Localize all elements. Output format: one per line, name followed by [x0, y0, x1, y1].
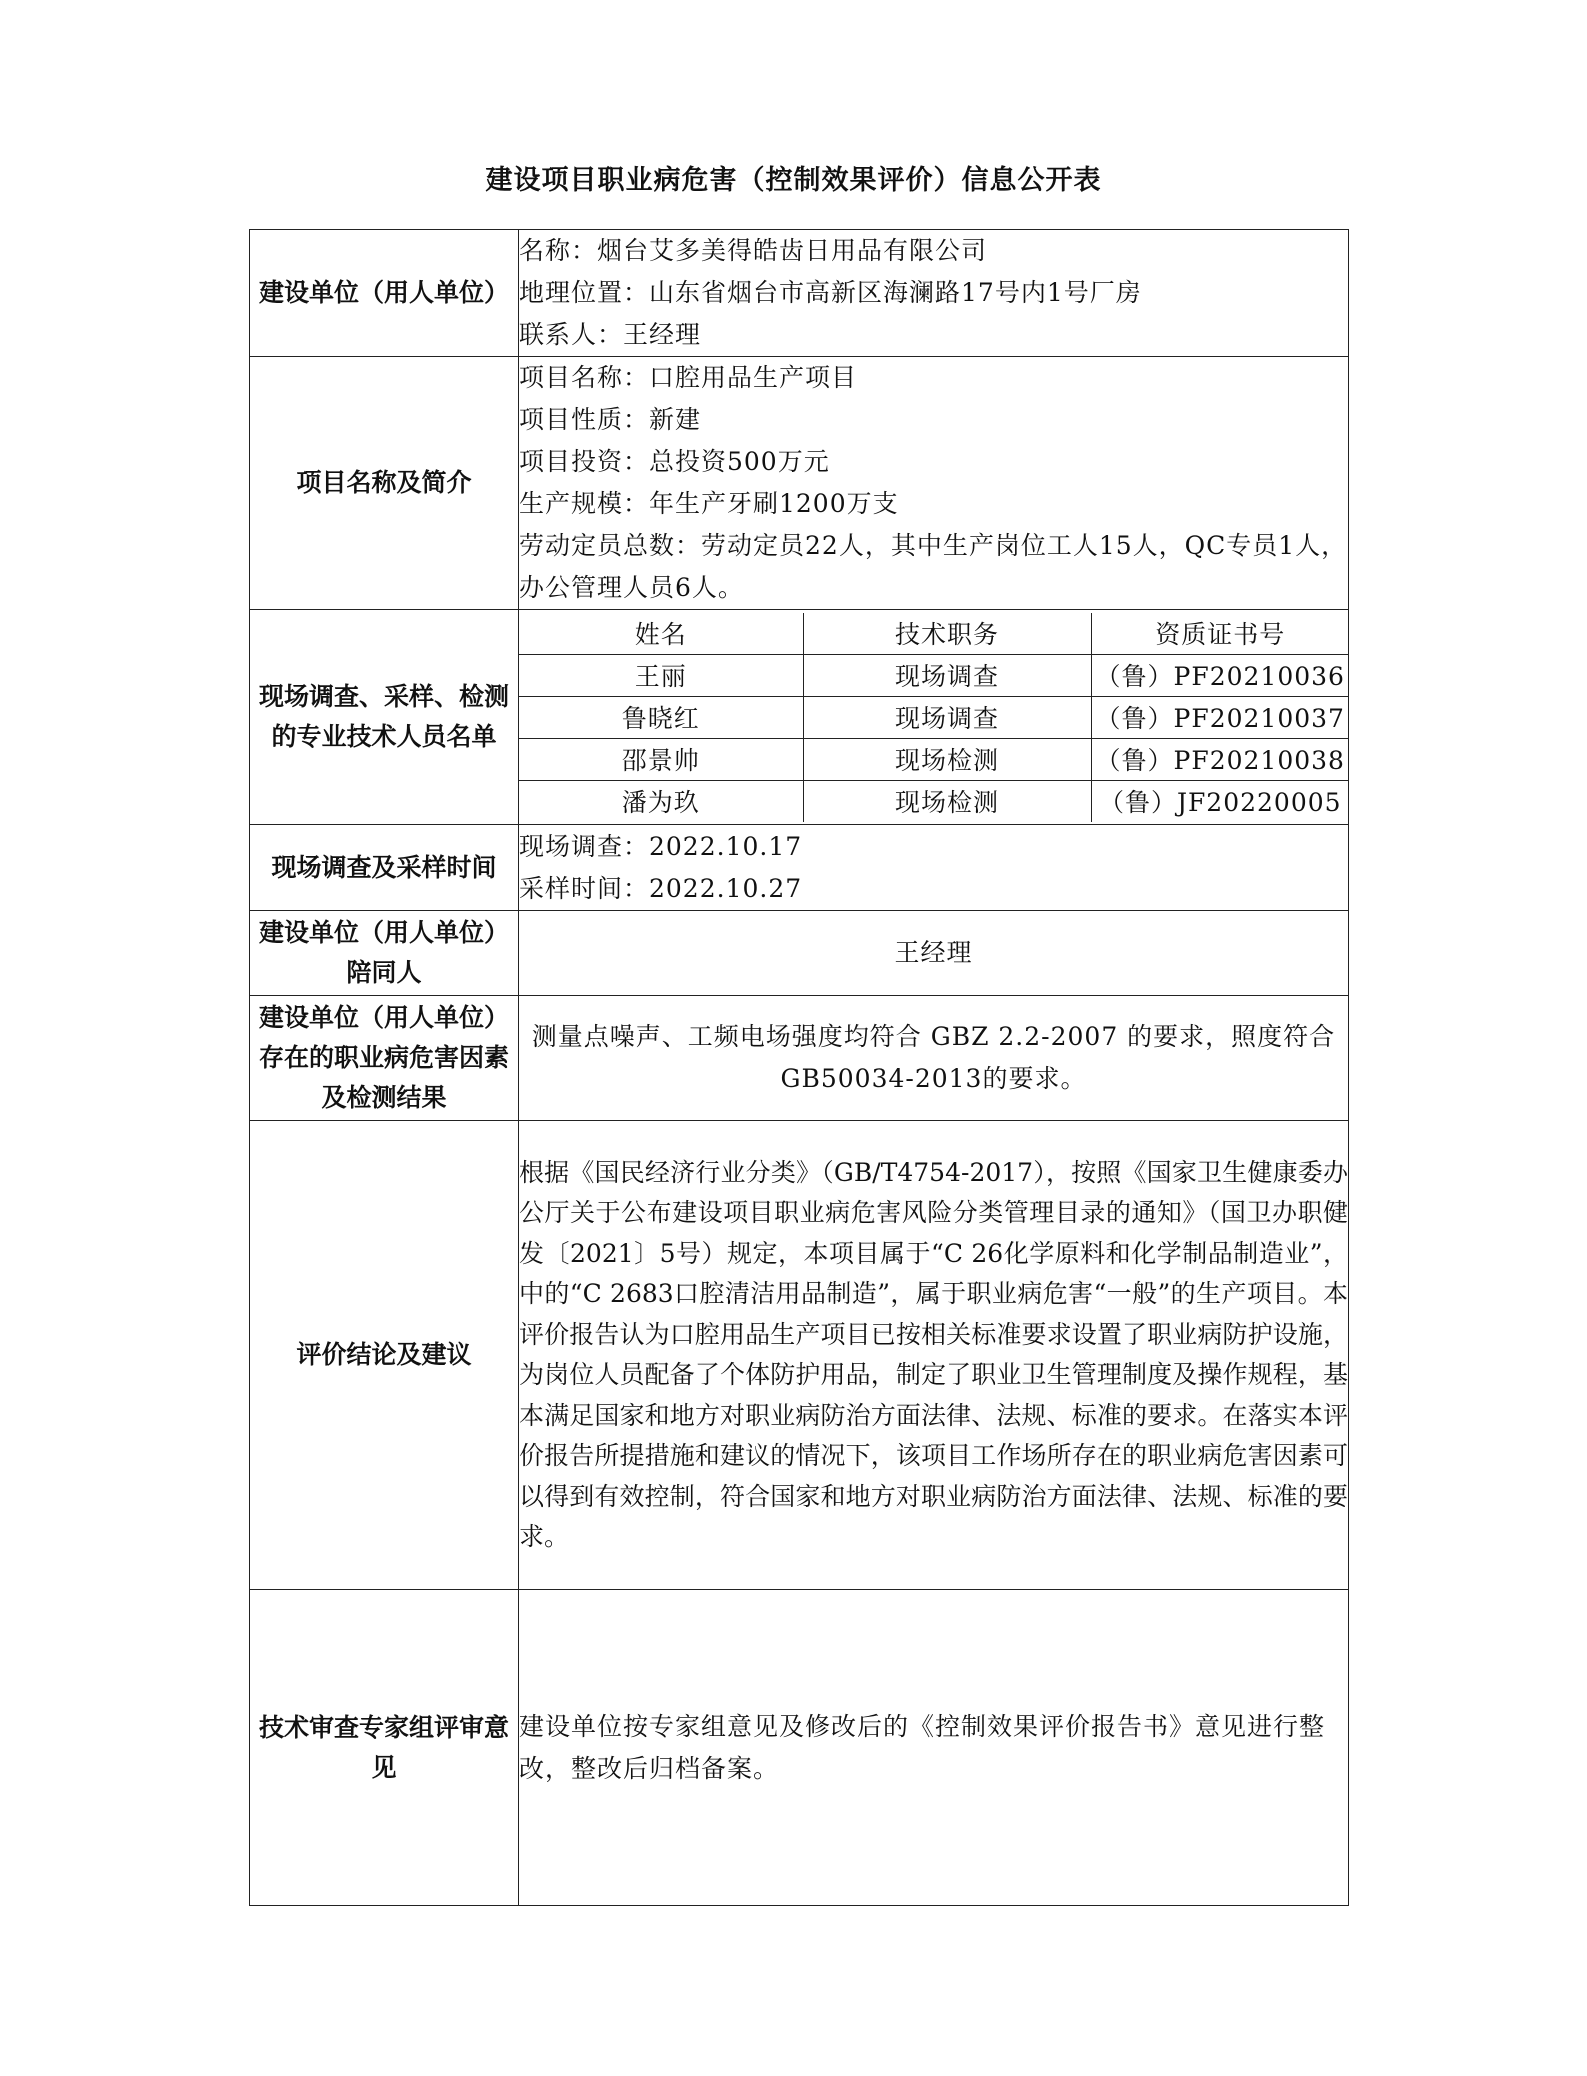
staff-name: 邵景帅	[519, 738, 803, 780]
unit-contact: 联系人：王经理	[519, 320, 702, 349]
staff-header-cert: 资质证书号	[1091, 613, 1349, 655]
row-staff	[250, 610, 1349, 825]
label-companion: 建设单位（用人单位）陪同人	[250, 911, 519, 996]
staff-cell	[519, 610, 1349, 825]
label-project: 项目名称及简介	[250, 357, 519, 610]
unit-info	[519, 230, 1349, 357]
staff-role: 现场检测	[803, 780, 1091, 822]
row-review	[250, 1590, 1349, 1906]
staff-role: 现场检测	[803, 738, 1091, 780]
staff-row	[519, 780, 1349, 822]
staff-header-name: 姓名	[519, 613, 803, 655]
label-conclusion: 评价结论及建议	[250, 1121, 519, 1590]
row-companion	[250, 911, 1349, 996]
conclusion-value: 根据《国民经济行业分类》（GB/T4754-2017），按照《国家卫生健康委办公厅关于公布建设项目职业病危害风险分类管理目录的通知》（国卫办职健发〔2021〕5号）规定，本项目属于“C 26化学原料和化学制品制造业”，中的“C 2683口腔清洁用品制造”，属于职业病危害“一般”的生产项目。本评价报告认为口腔用品生产项目已按相关标准要求设置了职业病防护设施，为岗位人员配备了个体防护用品，制定了职业卫生管理制度及操作规程，基本满足国家和地方对职业病防治方面法律、法规、标准的要求。在落实本评价报告所提措施和建议的情况下，该项目工作场所存在的职业病危害因素可以得到有效控制，符合国家和地方对职业病防治方面法律、法规、标准的要求。	[519, 1121, 1349, 1590]
staff-cert: （鲁）JF20220005	[1091, 780, 1349, 822]
row-hazards	[250, 996, 1349, 1121]
survey-date: 现场调查：2022.10.17	[519, 831, 803, 861]
staff-cert: （鲁）PF20210038	[1091, 738, 1349, 780]
staff-role: 现场调查	[803, 654, 1091, 696]
info-table	[249, 229, 1349, 1906]
staff-cert: （鲁）PF20210036	[1091, 654, 1349, 696]
project-info	[519, 357, 1349, 610]
staff-table	[519, 613, 1349, 822]
time-info	[519, 825, 1349, 911]
project-scale: 生产规模：年生产牙刷1200万支	[519, 489, 899, 518]
label-unit: 建设单位（用人单位）	[250, 230, 519, 357]
unit-name: 名称：烟台艾多美得皓齿日用品有限公司	[519, 236, 988, 265]
project-nature: 项目性质：新建	[519, 405, 702, 434]
row-project	[250, 357, 1349, 610]
staff-role: 现场调查	[803, 696, 1091, 738]
companion-value: 王经理	[519, 911, 1349, 996]
label-review: 技术审查专家组评审意见	[250, 1590, 519, 1906]
staff-row	[519, 696, 1349, 738]
review-value: 建设单位按专家组意见及修改后的《控制效果评价报告书》意见进行整改，整改后归档备案。	[519, 1590, 1349, 1906]
row-time	[250, 825, 1349, 911]
staff-row	[519, 654, 1349, 696]
project-staffing: 劳动定员总数：劳动定员22人，其中生产岗位工人15人，QC专员1人，办公管理人员6人。	[519, 531, 1348, 602]
staff-name: 王丽	[519, 654, 803, 696]
page-title: 建设项目职业病危害（控制效果评价）信息公开表	[485, 165, 1102, 196]
staff-name: 潘为玖	[519, 780, 803, 822]
staff-header-role: 技术职务	[803, 613, 1091, 655]
project-name: 项目名称：口腔用品生产项目	[519, 363, 858, 392]
staff-name: 鲁晓红	[519, 696, 803, 738]
hazards-value: 测量点噪声、工频电场强度均符合 GBZ 2.2-2007 的要求，照度符合GB50034-2013的要求。	[519, 996, 1349, 1121]
label-time: 现场调查及采样时间	[250, 825, 519, 911]
row-unit	[250, 230, 1349, 357]
label-hazards: 建设单位（用人单位）存在的职业病危害因素及检测结果	[250, 996, 519, 1121]
staff-cert: （鲁）PF20210037	[1091, 696, 1349, 738]
label-staff: 现场调查、采样、检测的专业技术人员名单	[250, 610, 519, 825]
staff-row	[519, 738, 1349, 780]
project-investment: 项目投资：总投资500万元	[519, 447, 830, 476]
row-conclusion	[250, 1121, 1349, 1590]
unit-location: 地理位置：山东省烟台市高新区海澜路17号内1号厂房	[519, 278, 1142, 307]
sampling-date: 采样时间：2022.10.27	[519, 873, 803, 903]
staff-header-row	[519, 613, 1349, 655]
